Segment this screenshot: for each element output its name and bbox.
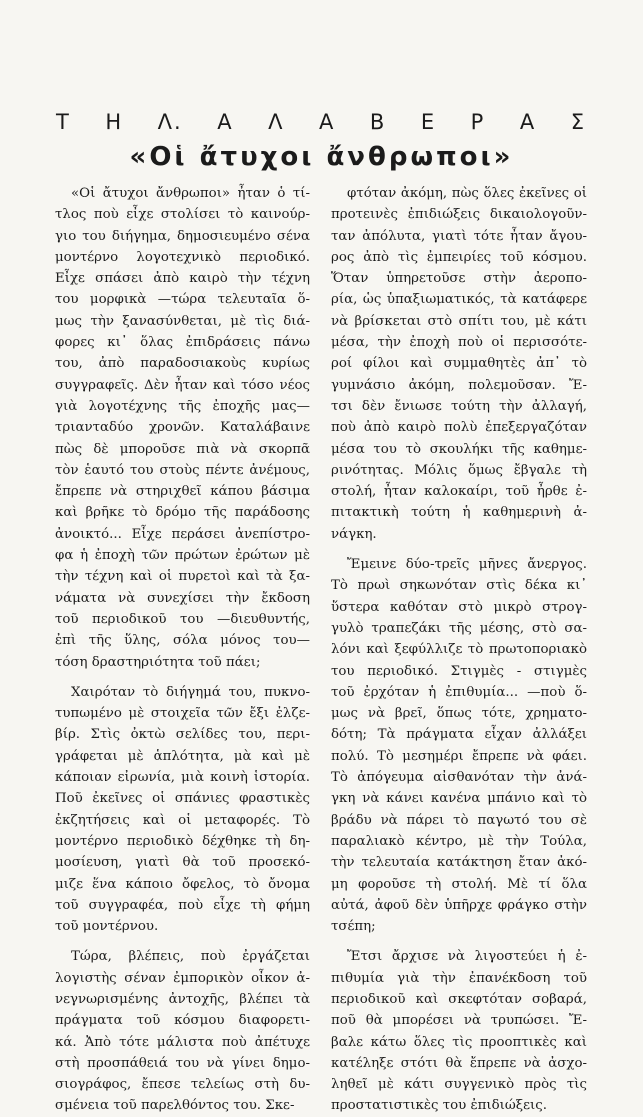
text-line: φορες κι᾽ ὅλας ἐπιδράσεις πάνω [55,335,310,351]
text-line: γυλὸ τραπεζάκι τῆς μέσης, στὸ σα- [331,620,587,636]
text-line: Τώρα, βλέπεις, ποὺ ἐργάζεται [71,949,310,965]
author-letter: Τ [56,110,71,134]
text-line: ἀνοικτό... Εἶχε περάσει ἀνεπίστρο- [55,526,310,542]
text-line: τυπωμένο μὲ στοιχεῖα τῶν ἔξι ἐλζε- [55,706,310,722]
text-line: τοῦ περιοδικοῦ του —διευθυντής, [55,611,310,627]
text-line: «Οἱ ἄτυχοι ἄνθρωποι» ἦταν ὁ τί- [71,186,310,201]
text-line: ρινότητας. Μόλις ὅμως ἔβγαλε τὴ [331,462,587,478]
text-line: του, ἀπὸ παραδοσιακοὺς κυρίως [55,356,310,372]
text-line: τόση δραστηριότητα τοῦ πάει; [55,654,261,670]
text-line: ποὺ ἀπὸ καιρὸ πολὺ ἐπεξεργαζόταν [331,420,587,436]
text-line: τὴν τελευταία κατάκτηση ἔταν ἀκό- [331,855,587,871]
text-line: νεγνωρισμένης ἀντοχῆς, βλέπει τὰ [55,991,310,1007]
text-line: ρος ἀπὸ τὶς ἐμπειρίες τοῦ κόσμου. [331,249,587,265]
text-line: φτόταν ἀκόμη, πὼς ὅλες ἐκεῖνες οἱ [347,186,587,201]
text-line: ἐπὶ τῆς ὕλης, σόλα μόνος του— [55,633,310,649]
story-title: «Οἱ ἄτυχοι ἄνθρωποι» [129,142,514,172]
text-line: ποῦ θὰ μπορέσει νὰ τρυπώσει. Ἔ- [331,1013,587,1029]
text-line: μοντέρνο περιοδικὸ δέχθηκε τὴ δη- [55,833,310,849]
left-text-column [55,183,310,1117]
author-letter: Α [319,110,336,134]
text-line: ροί φίλοι καὶ συμμαθητὲς ἀπ᾽ τὸ [331,356,587,372]
text-line: τοῦ μοντέρνου. [55,919,159,935]
text-line: ἔπρεπε νὰ στηριχθεῖ κάπου βάσιμα [55,484,310,500]
text-line: δότη; Τὰ πράγματα εἶχαν ἀλλάξει [331,727,587,743]
text-line: πιθυμία γιὰ τὴν ἐπανέκδοση τοῦ [331,970,587,986]
text-line: Χαιρόταν τὸ διήγημά του, πυκνο- [71,684,310,700]
text-line: προστατιστικὲς του ἐπιδιώξεις. [331,1098,547,1114]
text-line: νάγκη. [331,526,377,542]
right-text-column [331,183,587,1117]
paragraph-gap [331,937,587,946]
text-line: πράγματα τοῦ κόσμου διαφορετι- [55,1013,310,1029]
paragraph-gap [55,937,310,946]
text-line: λόνι καὶ ξεφύλλιζε τὸ πρωτοποριακὸ [331,642,587,658]
text-line: του μορφικὰ —τώρα τελευταῖα ὅ- [55,292,310,308]
text-line: γυμνάσιο ἀκόμη, πολεμοῦσαν. Ἔ- [331,377,587,393]
text-line: προτεινὲς ἐπιδιώξεις δικαιολογοῦν- [331,207,587,223]
text-line: συγγραφεῖς. Δὲν ἦταν καὶ τόσο νέος [55,377,310,393]
text-line: μοσίευση, γιατὶ θὰ τοῦ προσεκό- [55,855,310,871]
text-line: πιτακτικὴ τούτη ἡ καθημερινὴ ἀ- [331,505,587,521]
text-line: κάποιαν εἰρωνία, μιὰ κοινὴ ἱστορία. [55,770,310,786]
text-line: νὰ βρίσκεται στὸ σπίτι του, μὲ κάτι [331,313,587,329]
text-line: φα ἡ ἐποχὴ τῶν πρώτων ἐρώτων μὲ [55,548,310,564]
text-line: καὶ βρῆκε τὸ δρόμο τῆς παράδοσης [55,505,310,521]
text-line: ταν ἀπόλυτα, γιατὶ τότε ἦταν ἄγου- [331,228,587,244]
text-line: μέσα του τὸ σκουλήκι τῆς καθημε- [331,441,587,457]
text-line: του περιοδικό. Στιγμὲς - στιγμὲς [331,663,587,679]
text-line: μως τὴν ξανασύνθεται, μὲ τὶς διά- [55,313,310,329]
author-letter: Β [369,110,387,134]
paragraph [55,682,310,938]
text-line: ἐκζητήσεις καὶ οἱ μεταφορές. Τὸ [55,812,310,828]
text-line: Εἶχε σπάσει ἀπὸ καιρὸ τὴν τέχνη [55,271,310,287]
author-letter: Λ [268,110,285,134]
text-line: γράφεται μὲ ἁπλότητα, μὰ καὶ μὲ [55,748,310,764]
text-line: τοῦ ἐρχόταν ἡ ἐπιθυμία... —ποὺ ὅ- [331,684,587,700]
text-line: τὴν τέχνη καὶ οἱ πυρετοὶ καὶ τὰ ξα- [55,569,310,585]
text-line: νάματα νὰ συνεχίσει τὴν ἔκδοση [55,590,310,606]
author-name [56,110,586,134]
text-line: τλος ποὺ εἶχε στολίσει τὸ καινούρ- [55,207,310,223]
text-line: ρία, ὡς ὑπαξιωματικός, τὰ κατάφερε [331,292,587,308]
text-line: Ἔμεινε δύο-τρεῖς μῆνες ἄνεργος. [347,557,587,573]
author-letter: Λ. [157,110,183,134]
text-line: Τὸ ἀπόγευμα αἰσθανόταν τὴν ἀνά- [331,770,587,786]
text-line: μως νὰ βρεῖ, ὅπως τότε, χρηματο- [331,706,587,722]
paragraph [55,946,310,1116]
text-line: γιὰ λογοτέχνης τῆς ἐποχῆς μας— [55,398,310,414]
text-line: Τὸ πρωὶ σηκωνόταν στὶς δέκα κι᾽ [331,578,587,594]
text-line: Ὅταν ὑπηρετοῦσε στὴν ἀεροπο- [331,271,587,287]
paragraph-gap [55,673,310,682]
text-line: Ποῦ ἐκεῖνες οἱ σπάνιες φραστικὲς [55,791,310,807]
author-letter: Ρ [470,110,486,134]
text-line: σιογράφος, ἔπεσε τελείως στὴ δυ- [55,1077,310,1093]
text-line: γιο του διήγημα, δημοσιευμένο σένα [55,228,310,244]
author-letter: Α [519,110,537,134]
text-line: ληθεῖ μὲ κάτι συγγενικὸ πρὸς τὶς [331,1077,587,1093]
paragraph-gap [331,545,587,554]
text-line: γκη νὰ κάνει κανένα μπάνιο καὶ τὸ [331,791,587,807]
text-line: στὴ προσπάθειά του νὰ γίνει δημο- [55,1055,310,1071]
author-letter: Σ [570,110,586,134]
paragraph [331,946,587,1116]
text-line: μέσα, τὴν ἐποχὴ ποὺ οἱ περισσότε- [331,335,587,351]
author-letter: Ε [420,110,437,134]
text-line: παραλιακὸ κέντρο, μὲ τὴν Τούλα, [331,833,587,849]
paragraph [331,554,587,937]
text-line: τσι δὲν ἔνιωσε τούτη τὴν ἀλλαγή, [331,398,587,414]
text-line: τὸν ἑαυτό του στοὺς πέντε ἀνέμους, [55,462,310,478]
text-line: Ἔτσι ἄρχισε νὰ λιγοστεύει ἡ ἐ- [347,949,587,965]
author-letter: Α [217,110,234,134]
paragraph [55,183,310,673]
text-line: μοντέρνο λογοτεχνικὸ περιοδικό. [55,249,310,265]
text-line: τριανταδύο χρονῶν. Καταλάβαινε [55,420,310,436]
author-letter: Η [105,110,124,134]
text-line: βράδυ νὰ πάρει τὸ παγωτό του σὲ [331,812,587,828]
text-line: σμένεια τοῦ παρελθόντος του. Σκε- [55,1098,295,1114]
text-line: πολύ. Τὸ μεσημέρι ἔπρεπε νὰ φάει. [331,748,587,764]
text-line: περιοδικοῦ καὶ σκεφτόταν σοβαρά, [331,991,587,1007]
text-line: μιζε ἕνα κάποιο ὄφελος, τὸ ὄνομα [55,876,310,892]
text-line: βίρ. Στὶς ὀκτὼ σελίδες του, περι- [55,727,310,743]
text-line: βαλε κάτω ὅλες τὶς προοπτικὲς καὶ [331,1034,587,1050]
text-line: αὐτά, ἀφοῦ δὲν ὑπῆρχε φράγκο στὴν [331,897,587,913]
text-line: κά. Ἀπὸ τότε μάλιστα ποὺ ἀπέτυχε [55,1034,310,1050]
text-line: μη φοροῦσε τὴ στολή. Μὲ τί ὅλα [331,876,587,892]
text-line: τσέπη; [331,919,376,935]
text-line: τοῦ συγγραφέα, ποὺ εἶχε τὴ φήμη [55,897,310,913]
text-line: στολή, ἦταν καλοκαίρι, τοῦ ἦρθε ἐ- [331,484,587,500]
text-line: λογιστὴς σέναν ἐμπορικὸν οἶκον ἀ- [55,970,310,986]
text-line: πὼς δὲ μποροῦσε πιὰ νὰ σκορπᾶ [55,441,310,457]
paragraph [331,183,587,545]
text-line: ὕστερα καθόταν στὸ μικρὸ στρογ- [331,599,587,615]
text-line: κατέληξε στότι θὰ ἔπρεπε νὰ ἀσχο- [331,1055,587,1071]
